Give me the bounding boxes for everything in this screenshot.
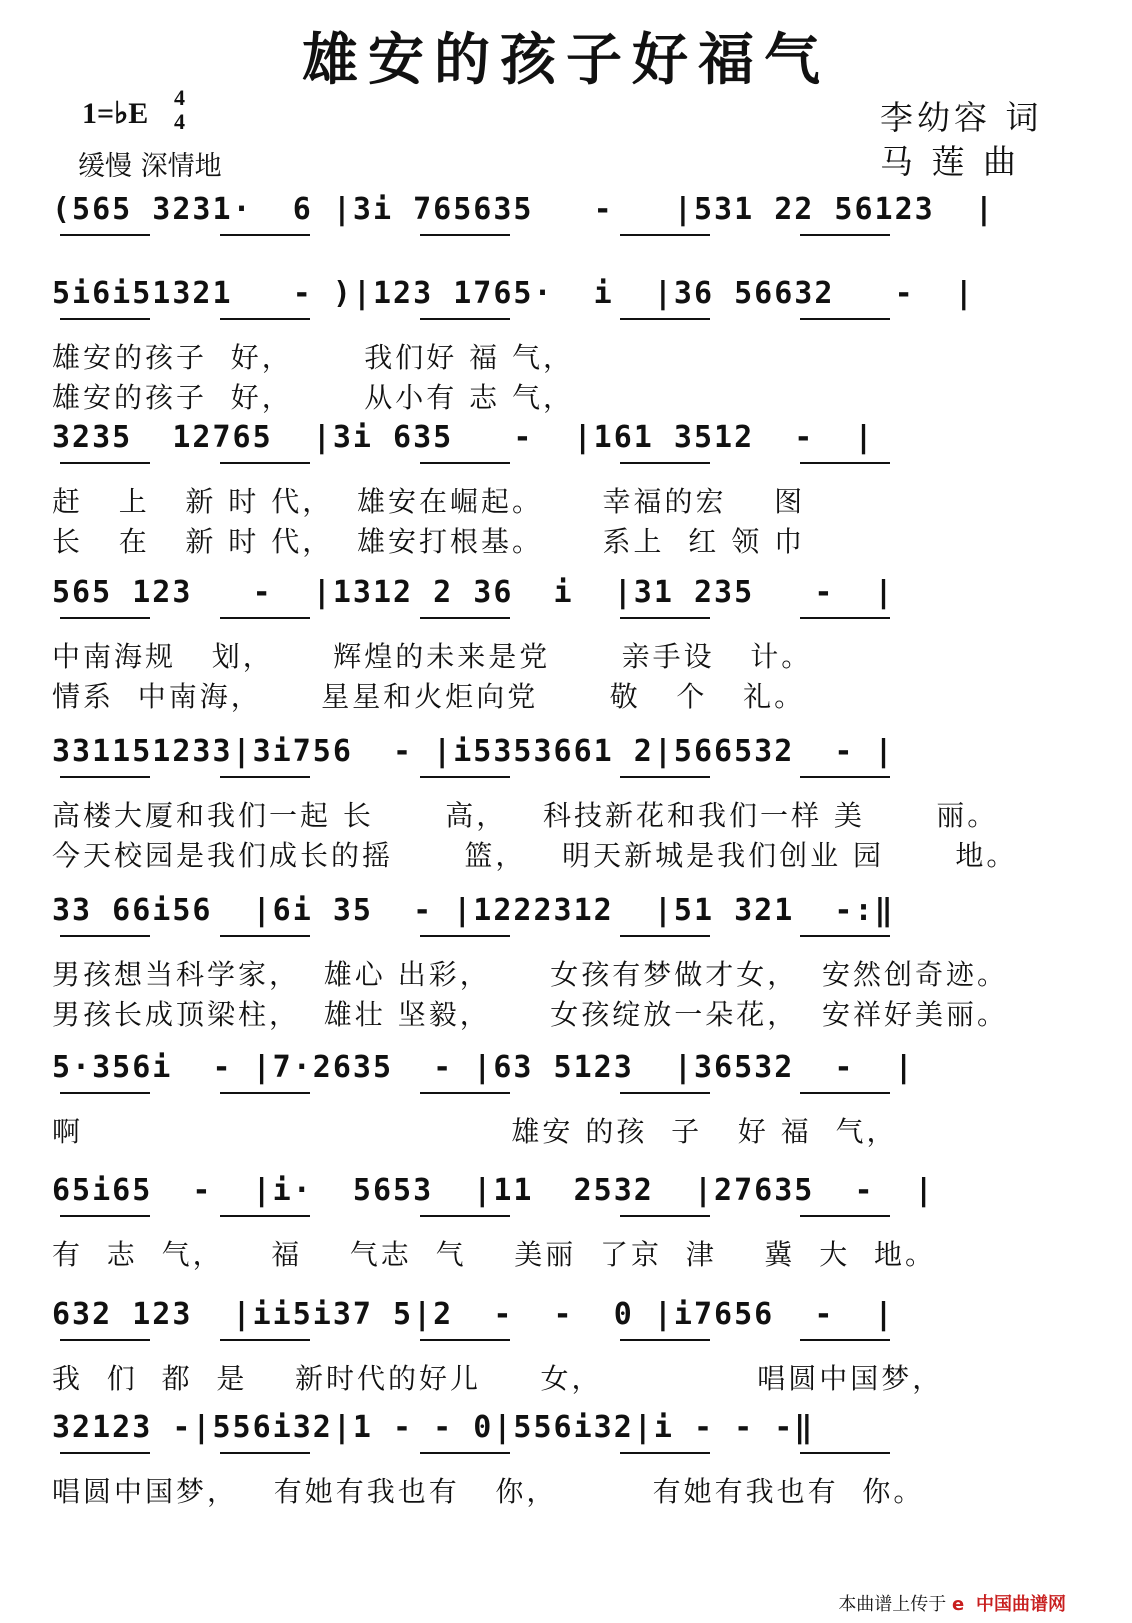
- notation-line: 32123 -|556i32|1 - - 0|556i32|i - - -‖: [52, 1410, 815, 1445]
- beam-line: [60, 234, 150, 236]
- beam-line: [420, 1215, 510, 1217]
- lyric-line: 长 在 新 时 代， 雄安打根基。 系上 红 领 巾: [52, 525, 806, 558]
- beam-line: [60, 1452, 150, 1454]
- lyric-line: 我 们 都 是 新时代的好儿 女， 唱圆中国梦，: [52, 1362, 944, 1395]
- beam-line: [220, 1092, 310, 1094]
- beam-line: [420, 617, 510, 619]
- beam-line: [800, 776, 890, 778]
- lyric-line: 情系 中南海， 星星和火炬向党 敬 个 礼。: [52, 680, 806, 713]
- footer-watermark: [838, 1590, 1066, 1616]
- beam-line: [420, 1092, 510, 1094]
- composer-credit: 马 莲 曲: [880, 142, 1020, 181]
- beam-line: [620, 935, 710, 937]
- beam-line: [800, 1092, 890, 1094]
- lyric-line: 唱圆中国梦， 有她有我也有 你， 有她有我也有 你。: [52, 1475, 925, 1508]
- lyric-line: 有 志 气， 福 气志 气 美丽 了京 津 冀 大 地。: [52, 1238, 937, 1271]
- beam-line: [220, 1215, 310, 1217]
- notation-line: 5·356i - |7·2635 - |63 5123 |36532 - |: [52, 1050, 915, 1085]
- lyric-line: 雄安的孩子 好， 我们好 福 气，: [52, 341, 575, 374]
- beam-line: [420, 1452, 510, 1454]
- lyric-line: 今天校园是我们成长的摇 篮， 明天新城是我们创业 园 地。: [52, 839, 1018, 872]
- beam-line: [220, 935, 310, 937]
- beam-line: [800, 935, 890, 937]
- beam-line: [420, 776, 510, 778]
- beam-line: [220, 776, 310, 778]
- beam-line: [60, 935, 150, 937]
- beam-line: [220, 234, 310, 236]
- beam-line: [620, 318, 710, 320]
- lyric-line: 中南海规 划， 辉煌的未来是党 亲手设 计。: [52, 640, 813, 673]
- beam-line: [220, 462, 310, 464]
- notation-line: 3235 12765 |3i 635 - |161 3512 - |: [52, 420, 875, 455]
- time-signature: [174, 86, 185, 134]
- beam-line: [420, 935, 510, 937]
- beam-line: [620, 234, 710, 236]
- beam-line: [60, 1339, 150, 1341]
- beam-line: [60, 1092, 150, 1094]
- beam-line: [800, 617, 890, 619]
- lyricist-credit: 李幼容 词: [880, 98, 1043, 137]
- beam-line: [800, 318, 890, 320]
- beam-line: [420, 318, 510, 320]
- beam-line: [220, 1339, 310, 1341]
- beam-line: [620, 1215, 710, 1217]
- song-title: 雄安的孩子好福气: [302, 27, 830, 93]
- beam-line: [800, 462, 890, 464]
- brand-text: 中国曲谱网: [976, 1594, 1066, 1615]
- beam-line: [620, 1092, 710, 1094]
- beam-line: [60, 1215, 150, 1217]
- beam-line: [620, 617, 710, 619]
- lyric-line: 啊 雄安 的孩 子 好 福 气，: [52, 1115, 898, 1148]
- beam-line: [620, 1339, 710, 1341]
- time-signature-top: 4: [174, 85, 185, 110]
- notation-line: (565 3231· 6 |3i 765635 - |531 22 56123 |: [52, 192, 995, 227]
- beam-line: [800, 234, 890, 236]
- key-signature: 1=♭E: [82, 97, 149, 130]
- beam-line: [420, 462, 510, 464]
- notation-line: 331151233|3i756 - |i5353661 2|566532 - |: [52, 734, 895, 769]
- beam-line: [620, 1452, 710, 1454]
- beam-line: [60, 617, 150, 619]
- beam-line: [620, 462, 710, 464]
- beam-line: [800, 1452, 890, 1454]
- beam-line: [220, 318, 310, 320]
- beam-line: [420, 234, 510, 236]
- beam-line: [220, 1452, 310, 1454]
- lyric-line: 赶 上 新 时 代， 雄安在崛起。 幸福的宏 图: [52, 485, 806, 518]
- notation-line: 5i6i51321 - )|123 1765· i |36 56632 - |: [52, 276, 975, 311]
- beam-line: [220, 617, 310, 619]
- beam-line: [620, 776, 710, 778]
- lyric-line: 男孩长成顶梁柱， 雄壮 坚毅， 女孩绽放一朵花， 安祥好美丽。: [52, 998, 1009, 1031]
- notation-line: 65i65 - |i· 5653 |11 2532 |27635 - |: [52, 1173, 935, 1208]
- notation-line: 632 123 |ii5i37 5|2 - - 0 |i7656 - |: [52, 1297, 895, 1332]
- beam-line: [800, 1215, 890, 1217]
- beam-line: [420, 1339, 510, 1341]
- tempo-marking: 缓慢 深情地: [78, 151, 222, 182]
- beam-line: [60, 318, 150, 320]
- lyric-line: 雄安的孩子 好， 从小有 志 气，: [52, 381, 575, 414]
- beam-line: [800, 1339, 890, 1341]
- upload-note: 本曲谱上传于: [838, 1594, 947, 1615]
- brand-logo-icon: e: [952, 1594, 965, 1615]
- beam-line: [60, 776, 150, 778]
- lyric-line: 高楼大厦和我们一起 长 高， 科技新花和我们一样 美 丽。: [52, 799, 999, 832]
- time-signature-bottom: 4: [174, 109, 185, 134]
- beam-line: [60, 462, 150, 464]
- notation-line: 565 123 - |1312 2 36 i |31 235 - |: [52, 575, 895, 610]
- notation-line: 33 66i56 |6i 35 - |1222312 |51 321 -:‖: [52, 893, 895, 928]
- lyric-line: 男孩想当科学家， 雄心 出彩， 女孩有梦做才女， 安然创奇迹。: [52, 958, 1009, 991]
